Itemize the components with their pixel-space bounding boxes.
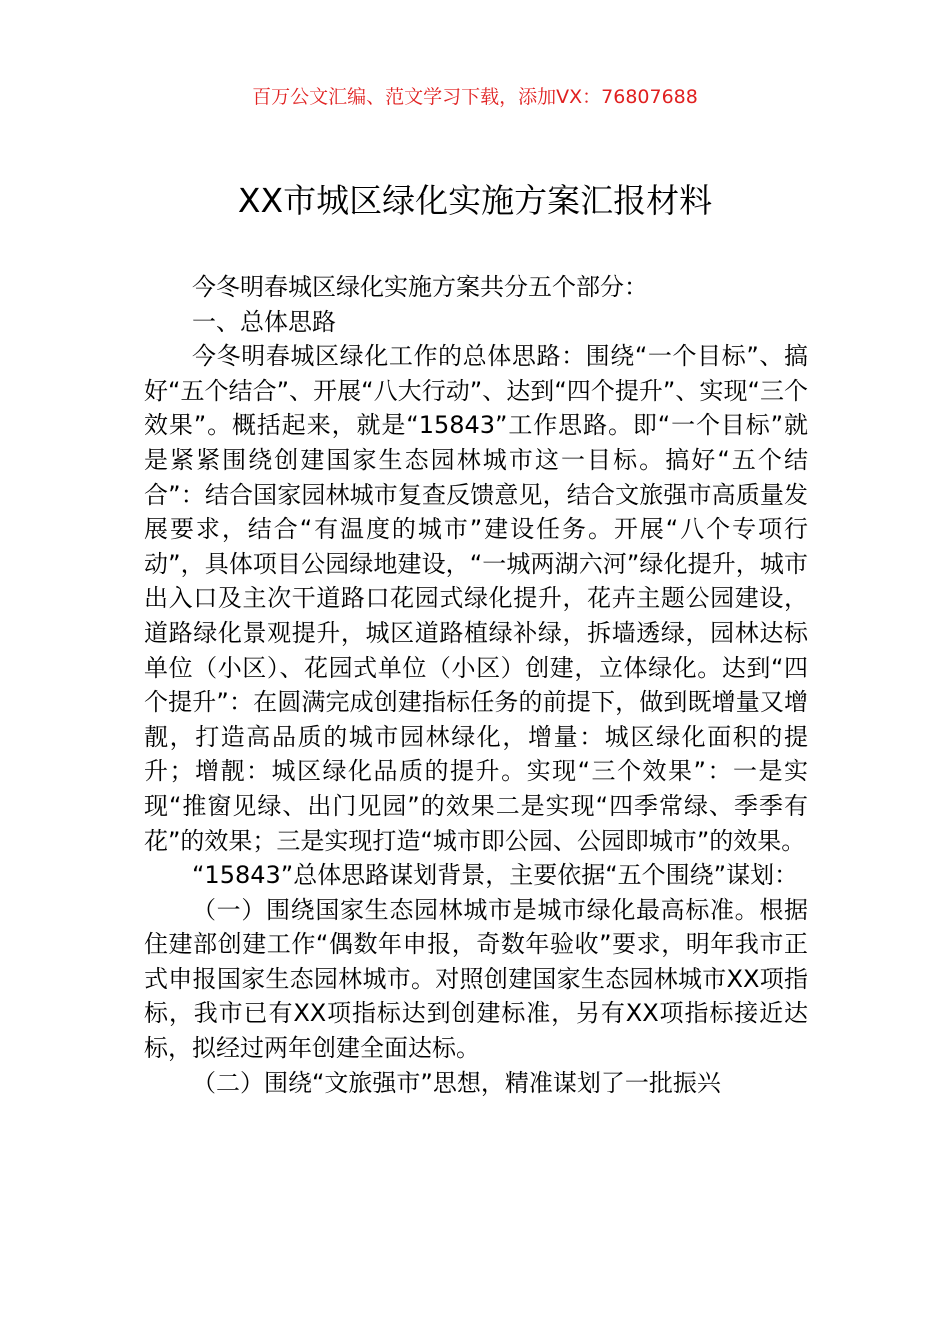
section-heading-general-approach: 一、总体思路 [192, 307, 336, 336]
paragraph-point-one: （一）围绕国家生态园林城市是城市绿化最高标准。根据住建部创建工作“偶数年申报，奇数年验收”要求，明年我市正式申报国家生态园林城市。对照创建国家生态园林城市XX项指标，我市已有XX项指标达到创建标准，另有XX项指标接近达标，拟经过两年创建全面达标。 [144, 895, 808, 1063]
document-body [144, 270, 808, 1100]
header-banner: 百万公文汇编、范文学习下载，添加VX：76807688 [252, 86, 698, 108]
paragraph-point-two: （二）围绕“文旅强市”思想，精准谋划了一批振兴 [192, 1068, 721, 1097]
document-title: XX市城区绿化实施方案汇报材料 [237, 181, 713, 220]
paragraph-general-approach: 今冬明春城区绿化工作的总体思路：围绕“一个目标”、搞好“五个结合”、开展“八大行动”、达到“四个提升”、实现“三个效果”。概括起来，就是“15843”工作思路。即“一个目标”就是紧紧围绕创建国家生态园林城市这一目标。搞好“五个结合”：结合国家园林城市复查反馈意见，结合文旅强市高质量发展要求，结合“有温度的城市”建设任务。开展“八个专项行动”，具体项目公园绿地建设，“一城两湖六河”绿化提升，城市出入口及主次干道路口花园式绿化提升，花卉主题公园建设，道路绿化景观提升，城区道路植绿补绿，拆墙透绿，园林达标单位（小区）、花园式单位（小区）创建，立体绿化。达到“四个提升”：在圆满完成创建指标任务的前提下，做到既增量又增靓，打造高品质的城市园林绿化，增量：城区绿化面积的提升；增靓：城区绿化品质的提升。实现“三个效果”：一是实现“推窗见绿、出门见园”的效果二是实现“四季常绿、季季有花”的效果；三是实现打造“城市即公园、公园即城市”的效果。 [144, 342, 808, 855]
paragraph-background: “15843”总体思路谋划背景，主要依据“五个围绕”谋划： [192, 861, 799, 890]
paragraph-intro: 今冬明春城区绿化实施方案共分五个部分： [192, 273, 648, 301]
